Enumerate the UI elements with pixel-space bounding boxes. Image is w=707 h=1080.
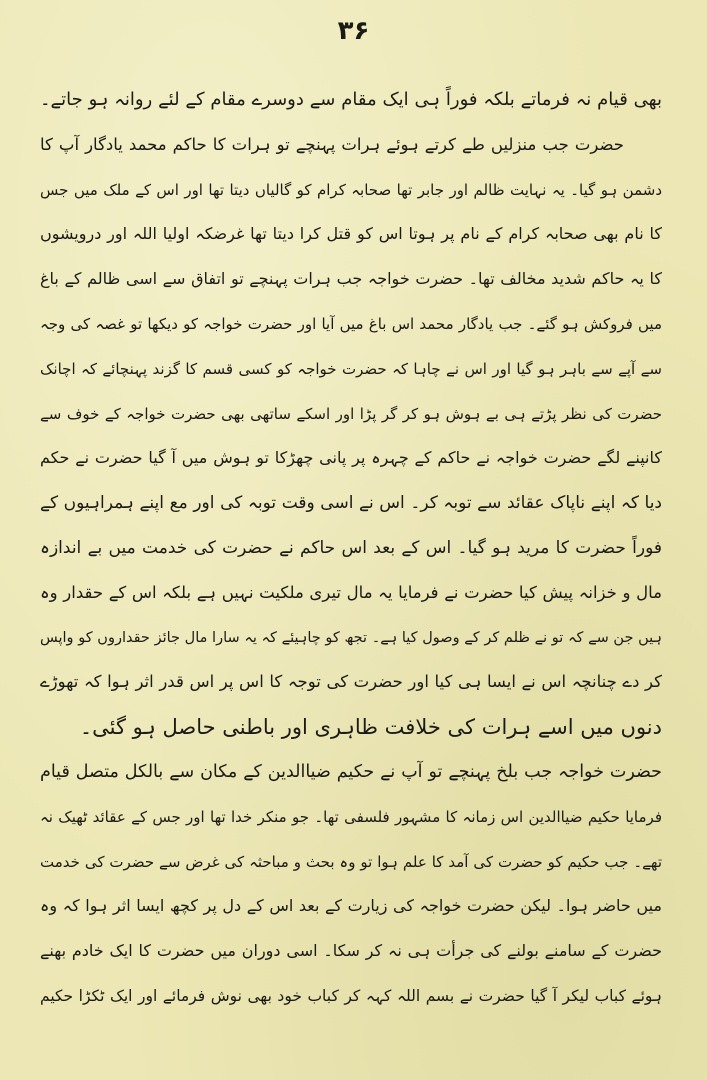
- text-line: کا نام بھی صحابہ کرام کے نام پر ہوتا اس کو قتل کرا دیتا تھا غرضکہ اولیا اللہ اور درویشوں: [40, 224, 662, 244]
- text-line: ہوئے کباب لیکر آ گیا حضرت نے بسم اللہ کہہ کر کباب خود بھی نوش فرمائے اور ایک ٹکڑا حکیم: [40, 986, 662, 1005]
- text-line: دنوں میں اسے ہرات کی خلافت ظاہری اور باطنی حاصل ہو گئی۔: [79, 715, 662, 740]
- page-number: ۳۶: [337, 16, 370, 46]
- text-line: حضرت کے سامنے بولنے کی جرأت ہی نہ کر سکا۔ اسی دوران میں حضرت کا ایک خادم بھنے: [40, 941, 662, 961]
- text-line: میں حاضر ہوا۔ لیکن حضرت خواجہ کی زیارت کے بعد اس کے دل پر کچھ ایسا اثر ہوا کہ وہ: [40, 896, 662, 916]
- text-line: سے آپے سے باہر ہو گیا اور اس نے چاہا کہ حضرت خواجہ کو کسی قسم کا گزند پہنچائے کہ اچانک: [40, 359, 662, 378]
- text-line: میں فروکش ہو گئے۔ جب یادگار محمد اس باغ میں آیا اور حضرت خواجہ کو دیکھا تو غصہ کی وجہ: [40, 314, 662, 333]
- text-line: حضرت جب منزلیں طے کرتے ہوئے ہرات پہنچے تو ہرات کا حاکم محمد یادگار آپ کا: [40, 134, 624, 154]
- text-line: کر دے چنانچہ اس نے ایسا ہی کیا اور حضرت کی توجہ کا اس پر اس قدر اثر ہوا کہ تھوڑے: [40, 672, 662, 692]
- text-line: تھے۔ جب حکیم کو حضرت کی آمد کا علم ہوا تو وہ بحث و مباحثہ کی غرض سے حضرت کی خدمت: [40, 852, 662, 871]
- text-line: فوراً حضرت کا مرید ہو گیا۔ اس کے بعد اس حاکم نے حضرت کی خدمت میں بے اندازہ: [40, 537, 662, 558]
- text-line: دیا کہ اپنے ناپاک عقائد سے توبہ کر۔ اس نے اسی وقت توبہ کی اور مع اپنے ہمراہیوں کے: [40, 493, 662, 514]
- text-line: مال و خزانہ پیش کیا حضرت نے فرمایا یہ مال تیری ملکیت نہیں ہے بلکہ اس کے حقدار وہ: [40, 582, 662, 602]
- text-line: کانپنے لگے حضرت خواجہ نے حاکم کے چہرہ پر پانی چھڑکا تو ہوش میں آ گیا حضرت نے حکم: [40, 448, 662, 468]
- text-line: فرمایا حکیم ضیاالدین اس زمانہ کا مشہور فلسفی تھا۔ جو منکر خدا تھا اور جس کے عقائد ٹھیک نہ: [40, 807, 662, 826]
- text-line: حضرت خواجہ جب بلخ پہنچے تو آپ نے حکیم ضیاالدین کے مکان سے بالکل متصل قیام: [40, 761, 662, 782]
- text-line: دشمن ہو گیا۔ یہ نہایت ظالم اور جابر تھا صحابہ کرام کو گالیاں دیتا تھا اور اس کے ملک میں جس: [40, 180, 662, 199]
- text-line: ہیں جن سے کہ تو نے ظلم کر کے وصول کیا ہے۔ تجھ کو چاہیئے کہ یہ سارا مال جائز حقداروں کو واپس: [40, 629, 662, 646]
- body-text: [40, 78, 662, 1019]
- text-line: کا یہ حاکم شدید مخالف تھا۔ حضرت خواجہ جب ہرات پہنچے تو اتفاق سے اسی ظالم کے باغ: [40, 269, 662, 289]
- text-line: بھی قیام نہ فرماتے بلکہ فوراً ہی ایک مقام سے دوسرے مقام کے لئے روانہ ہو جاتے۔: [40, 89, 662, 110]
- text-line: حضرت کی نظر پڑتے ہی بے ہوش ہو کر گر پڑا اور اسکے ساتھی بھی حضرت خواجہ کے خوف سے: [40, 404, 662, 423]
